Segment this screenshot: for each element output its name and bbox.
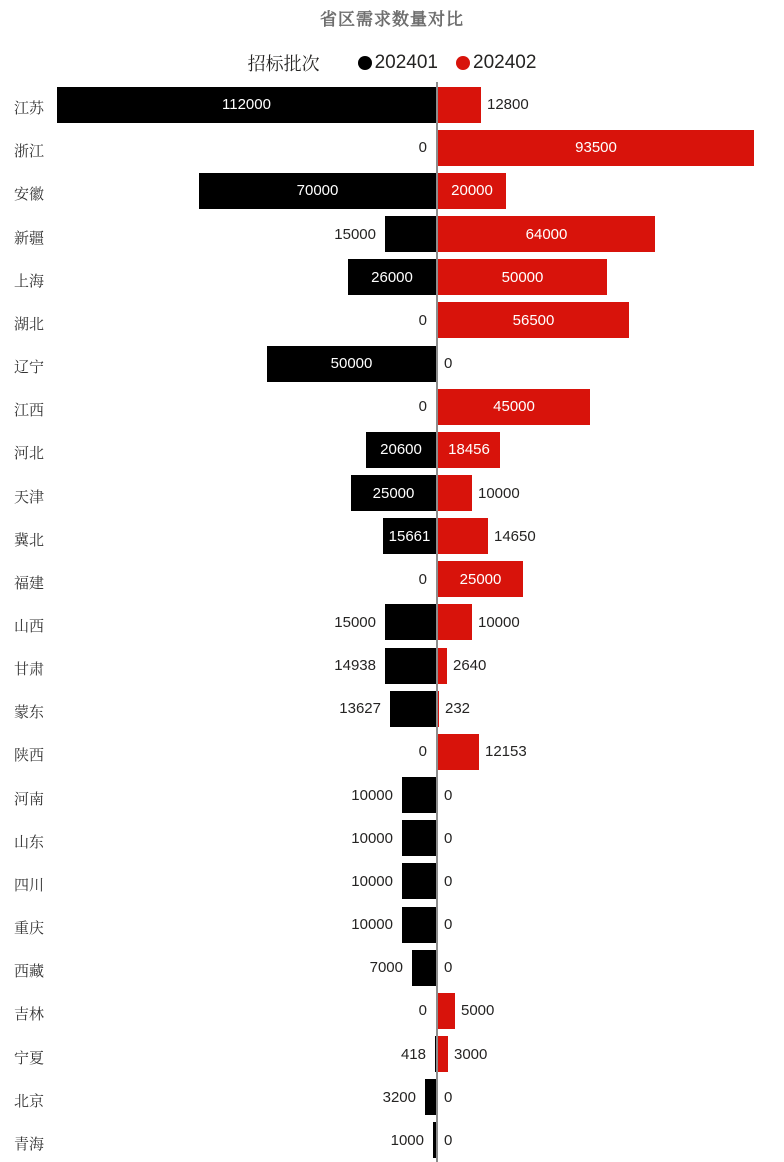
value-label-202402: 0: [444, 959, 453, 977]
bar-202402-蒙东[interactable]: [438, 691, 439, 727]
value-label-202401: 10000: [351, 872, 393, 890]
bar-202402-陕西[interactable]: [438, 734, 479, 770]
value-label-202401: 0: [418, 743, 427, 761]
category-label: 辽宁: [14, 359, 45, 377]
category-label: 上海: [14, 272, 45, 290]
bar-202401-青海[interactable]: [433, 1122, 436, 1158]
category-row: [0, 903, 784, 946]
value-label-202402: 20000: [451, 182, 493, 200]
value-label-202402: 5000: [461, 1002, 495, 1020]
category-label: 宁夏: [14, 1049, 45, 1067]
category-label: 陕西: [14, 747, 45, 765]
bar-202401-新疆[interactable]: [385, 216, 436, 252]
value-label-202401: 13627: [339, 700, 381, 718]
bar-202401-蒙东[interactable]: [390, 691, 436, 727]
category-label: 青海: [14, 1135, 45, 1153]
value-label-202401: 0: [418, 311, 427, 329]
legend-dot-202401-icon: [358, 56, 372, 70]
value-label-202401: 26000: [371, 268, 413, 286]
bar-202401-山东[interactable]: [402, 820, 436, 856]
category-label: 河北: [14, 445, 45, 463]
value-label-202402: 12153: [485, 743, 527, 761]
value-label-202401: 112000: [222, 96, 271, 114]
category-row: [0, 385, 784, 428]
category-row: [0, 644, 784, 687]
legend-item-label: 202402: [473, 52, 537, 73]
category-row: [0, 989, 784, 1032]
value-label-202401: 0: [418, 139, 427, 157]
value-label-202402: 2640: [453, 657, 487, 675]
category-row: [0, 1076, 784, 1119]
category-row: [0, 212, 784, 255]
value-label-202402: 14650: [494, 527, 536, 545]
category-label: 冀北: [14, 531, 45, 549]
category-row: [0, 817, 784, 860]
category-row: [0, 687, 784, 730]
category-row: [0, 126, 784, 169]
legend-dot-202402-icon: [456, 56, 470, 70]
value-label-202401: 0: [418, 1002, 427, 1020]
category-label: 浙江: [14, 143, 45, 161]
value-label-202402: 64000: [525, 225, 568, 243]
value-label-202402: 12800: [487, 96, 529, 114]
value-label-202401: 15000: [334, 613, 376, 631]
bar-202401-宁夏[interactable]: [435, 1036, 436, 1072]
value-label-202401: 10000: [351, 829, 393, 847]
value-label-202402: 10000: [478, 484, 520, 502]
value-label-202401: 0: [418, 398, 427, 416]
bar-202402-甘肃[interactable]: [438, 648, 447, 684]
category-row: [0, 946, 784, 989]
category-row: [0, 1119, 784, 1162]
category-label: 重庆: [14, 920, 45, 938]
value-label-202402: 50000: [501, 268, 544, 286]
legend-item-202402[interactable]: [456, 52, 536, 74]
category-label: 四川: [14, 876, 45, 894]
value-label-202402: 56500: [512, 311, 555, 329]
category-label: 山东: [14, 833, 45, 851]
category-row: [0, 601, 784, 644]
category-row: [0, 1033, 784, 1076]
bar-202401-山西[interactable]: [385, 604, 436, 640]
value-label-202402: 10000: [478, 613, 520, 631]
category-row: [0, 299, 784, 342]
value-label-202401: 25000: [372, 484, 415, 502]
category-row: [0, 558, 784, 601]
value-label-202401: 10000: [351, 786, 393, 804]
value-label-202401: 70000: [296, 182, 339, 200]
value-label-202402: 0: [444, 872, 453, 890]
category-row: [0, 515, 784, 558]
category-label: 吉林: [14, 1006, 45, 1024]
value-label-202401: 15661: [388, 527, 431, 545]
value-label-202401: 14938: [334, 657, 376, 675]
category-row: [0, 471, 784, 514]
bar-202402-冀北[interactable]: [438, 518, 488, 554]
category-row: [0, 730, 784, 773]
category-label: 山西: [14, 617, 45, 635]
bar-202402-江苏[interactable]: [438, 87, 481, 123]
value-label-202401: 50000: [330, 355, 373, 373]
category-row: [0, 256, 784, 299]
value-label-202401: 1000: [390, 1131, 424, 1149]
category-label: 江苏: [14, 100, 45, 118]
bar-202402-宁夏[interactable]: [438, 1036, 448, 1072]
value-label-202401: 10000: [351, 916, 393, 934]
category-label: 蒙东: [14, 704, 45, 722]
legend: [0, 48, 784, 78]
value-label-202402: 93500: [575, 139, 617, 157]
category-row: [0, 860, 784, 903]
value-label-202402: 0: [444, 1131, 453, 1149]
bar-202401-重庆[interactable]: [402, 907, 436, 943]
bar-202401-河南[interactable]: [402, 777, 436, 813]
category-label: 湖北: [14, 315, 45, 333]
category-row: [0, 169, 784, 212]
value-label-202402: 25000: [459, 570, 502, 588]
bar-202401-北京[interactable]: [425, 1079, 436, 1115]
category-label: 甘肃: [14, 661, 45, 679]
value-label-202401: 418: [400, 1045, 426, 1063]
category-row: [0, 428, 784, 471]
value-label-202402: 0: [444, 1088, 453, 1106]
legend-title: 招标批次: [247, 54, 320, 74]
chart-title: 省区需求数量对比: [320, 10, 464, 29]
bar-202401-西藏[interactable]: [412, 950, 436, 986]
bar-202402-天津[interactable]: [438, 475, 472, 511]
value-label-202401: 20600: [380, 441, 422, 459]
value-label-202402: 0: [444, 829, 453, 847]
bar-202401-四川[interactable]: [402, 863, 436, 899]
category-row: [0, 83, 784, 126]
category-row: [0, 774, 784, 817]
category-label: 河南: [14, 790, 45, 808]
value-label-202402: 0: [444, 786, 453, 804]
bar-202402-吉林[interactable]: [438, 993, 455, 1029]
category-label: 江西: [14, 402, 45, 420]
bar-202402-山西[interactable]: [438, 604, 472, 640]
bar-202401-甘肃[interactable]: [385, 648, 436, 684]
category-row: [0, 342, 784, 385]
value-label-202401: 3200: [382, 1088, 416, 1106]
category-label: 福建: [14, 574, 45, 592]
category-label: 北京: [14, 1092, 45, 1110]
value-label-202402: 232: [445, 700, 471, 718]
value-label-202401: 7000: [369, 959, 403, 977]
value-label-202402: 3000: [454, 1045, 488, 1063]
category-label: 天津: [14, 488, 45, 506]
value-label-202402: 0: [444, 916, 453, 934]
value-label-202401: 0: [418, 570, 427, 588]
value-label-202402: 18456: [448, 441, 490, 459]
category-label: 西藏: [14, 963, 45, 981]
plot-area: [0, 83, 784, 1162]
value-label-202401: 15000: [334, 225, 376, 243]
legend-item-label: 202401: [374, 52, 438, 73]
category-label: 安徽: [14, 186, 45, 204]
value-label-202402: 45000: [493, 398, 535, 416]
legend-item-202401[interactable]: [358, 52, 438, 74]
value-label-202402: 0: [444, 355, 453, 373]
category-label: 新疆: [14, 229, 45, 247]
